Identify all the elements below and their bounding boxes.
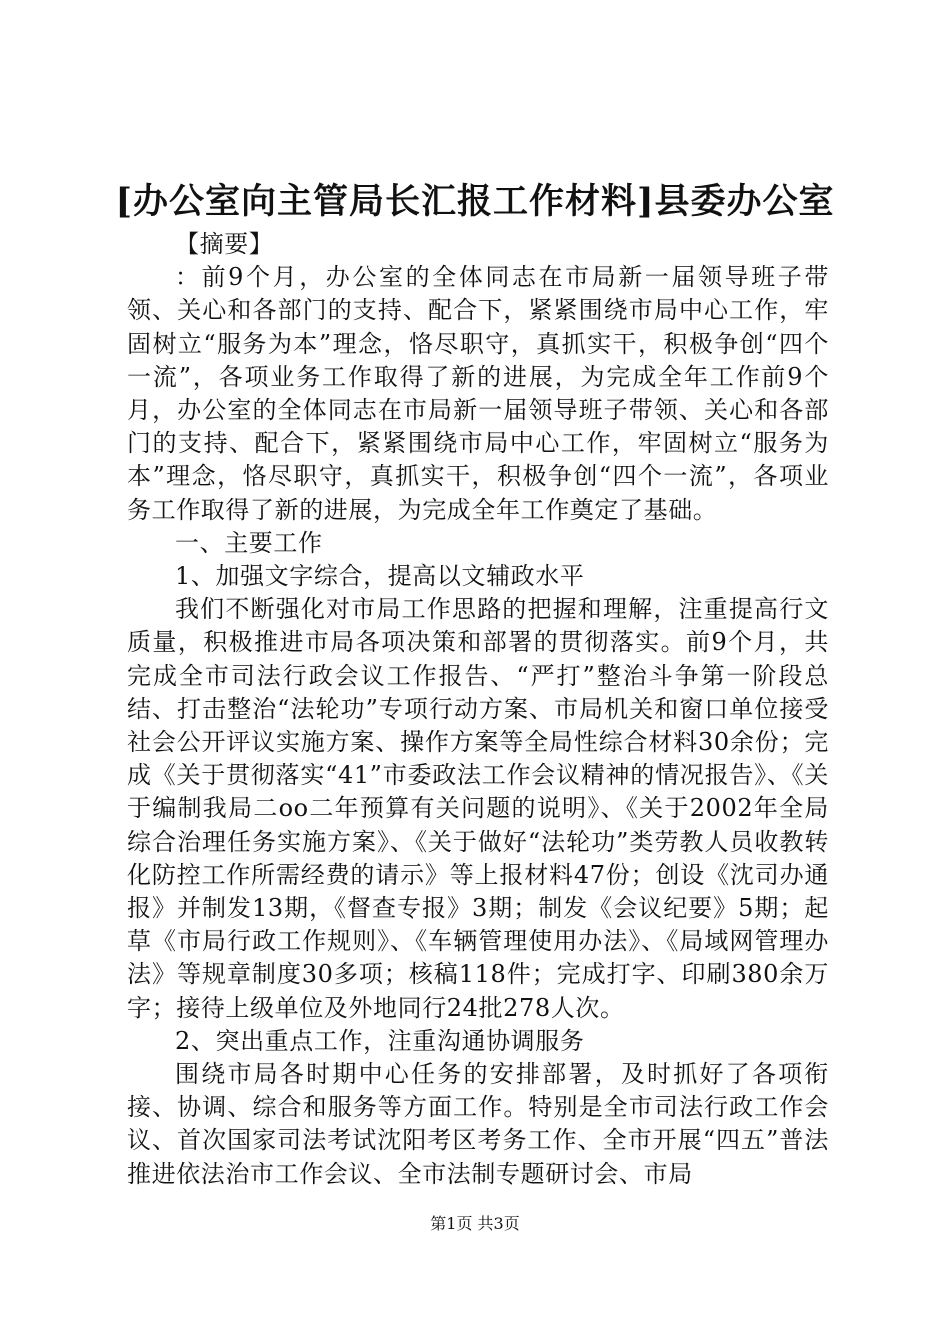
subsection-heading-1: 1、加强文字综合，提高以文辅政水平 [175, 562, 585, 591]
abstract-label: 【摘要】 [175, 230, 274, 258]
abstract-paragraph: ：前9个月，办公室的全体同志在市局新一届领导班子带领、关心和各部门的支持、配合下，紧紧围绕市局中心工作，牢固树立“服务为本”理念，恪尽职守，真抓实干，积极争创“四个一流”，各项业务工作取得了新的进展，为完成全年工作前9个月，办公室的全体同志在市局新一届领导班子带领、关心和各部门的支持、配合下，紧紧围绕市局中心工作，牢固树立“服务为本”理念，恪尽职守，真抓实干，积极争创“四个一流”，各项业务工作取得了新的进展，为完成全年工作奠定了基础。 [127, 263, 829, 524]
document-title: [办公室向主管局长汇报工作材料]县委办公室 [115, 181, 835, 222]
subsection-heading-2: 2、突出重点工作，注重沟通协调服务 [175, 1026, 585, 1055]
section-heading-main-work: 一、主要工作 [175, 528, 323, 557]
document-body [127, 228, 829, 1191]
body-paragraph-2: 围绕市局各时期中心任务的安排部署，及时抓好了各项衔接、协调、综合和服务等方面工作。特别是全市司法行政工作会议、首次国家司法考试沈阳考区考务工作、全市开展“四五”普法推进依法治市工作会议、全市法制专题研讨会、市局 [127, 1060, 829, 1188]
body-paragraph-1: 我们不断强化对市局工作思路的把握和理解，注重提高行文质量，积极推进市局各项决策和部署的贯彻落实。前9个月，共完成全市司法行政会议工作报告、“严打”整治斗争第一阶段总结、打击整治“法轮功”专项行动方案、市局机关和窗口单位接受社会公开评议实施方案、操作方案等全局性综合材料30余份；完成《关于贯彻落实“41”市委政法工作会议精神的情况报告》、《关于编制我局二oo二年预算有关问题的说明》、《关于2002年全局综合治理任务实施方案》、《关于做好“法轮功”类劳教人员收教转化防控工作所需经费的请示》等上报材料47份；创设《沈司办通报》并制发13期，《督查专报》3期；制发《会议纪要》5期；起草《市局行政工作规则》、《车辆管理使用办法》、《局域网管理办法》等规章制度30多项；核稿118件；完成打字、印刷380余万字；接待上级单位及外地同行24批278人次。 [127, 595, 829, 1022]
page-number-footer: 第1页 共3页 [430, 1214, 520, 1233]
